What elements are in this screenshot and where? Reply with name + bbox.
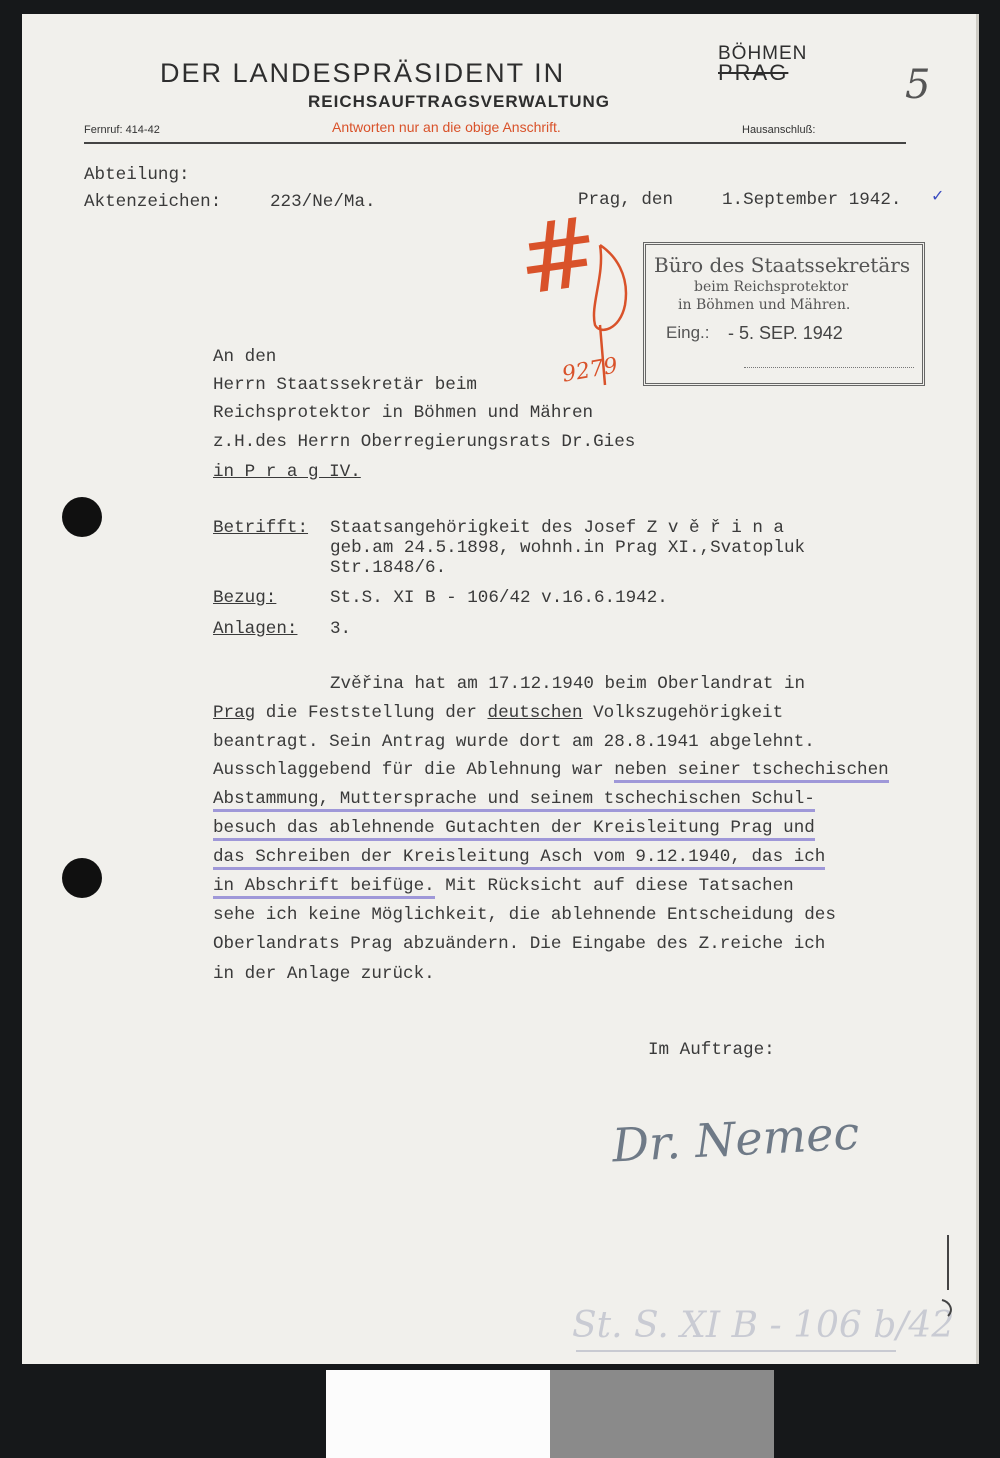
letterhead-notice: Antworten nur an die obige Anschrift. [332,119,561,135]
letterhead-subtitle: REICHSAUFTRAGSVERWALTUNG [308,92,610,111]
archive-reference: St. S. XI B - 106 b/42 [572,1305,955,1346]
subject-label: Betrifft: [213,518,309,538]
stamp-line-1: Büro des Staatssekretärs [654,253,911,277]
body-line-8: in Abschrift beifüge. Mit Rücksicht auf diese Tatsachen [213,876,794,896]
letterhead-region-struck: PRAG [718,60,789,85]
body-line-1: Zvěřina hat am 17.12.1940 beim Oberlandrat in [330,674,806,694]
page-number-handwritten: 5 [905,62,931,108]
body-line-3: beantragt. Sein Antrag wurde dort am 28.8.1941 abgelehnt. [213,732,815,752]
stamp-received-date: - 5. SEP. 1942 [728,323,843,343]
address-line-1: An den [213,347,277,367]
file-label: Aktenzeichen: [84,192,222,212]
letterhead-extension: Hausanschluß: [742,124,816,136]
body-line-9: sehe ich keine Möglichkeit, die ablehnende Entscheidung des [213,905,836,925]
enclosures-value: 3. [330,619,352,639]
body-line-4: Ausschlaggebend für die Ablehnung war neben seiner tschechischen [213,760,889,780]
body-highlight-1: neben seiner tschechischen [614,760,889,783]
enclosures-label: Anlagen: [213,619,298,639]
letterhead-region: BÖHMEN [718,43,808,64]
letterhead-phone: Fernruf: 414-42 [84,124,160,136]
subject-line-2: geb.am 24.5.1898, wohnh.in Prag XI.,Svatopluk [330,538,806,558]
body-line-2: Prag die Feststellung der deutschen Volkszugehörigkeit [213,703,784,723]
calibration-swatch-white [326,1370,550,1458]
punch-hole-bottom [62,858,102,898]
address-line-2: Herrn Staatssekretär beim [213,375,477,395]
letterhead-rule [84,142,906,144]
subject-line-1: Staatsangehörigkeit des Josef Z v ě ř i n a [330,518,784,538]
file-value: 223/Ne/Ma. [270,192,376,212]
closing-line: Im Auftrage: [648,1040,775,1060]
signature: Dr. Nemec [610,1105,861,1173]
margin-pencil-mark [936,1230,966,1320]
subject-line-3: Str.1848/6. [330,558,447,578]
check-mark: ✓ [931,188,945,205]
body-line-6: besuch das ablehnende Gutachten der Kreisleitung Prag und [213,818,815,841]
address-line-5: in P r a g IV. [213,462,361,482]
reference-value: St.S. XI B - 106/42 v.16.6.1942. [330,588,668,608]
body-word-deutschen: deutschen [487,703,583,723]
address-line-3: Reichsprotektor in Böhmen und Mähren [213,403,594,423]
reference-label: Bezug: [213,588,277,608]
letter-date: 1.September 1942. [722,190,902,210]
department-label: Abteilung: [84,165,190,185]
stamp-line-2: beim Reichsprotektor [694,279,849,295]
body-line-5: Abstammung, Muttersprache und seinem tschechischen Schul- [213,789,815,812]
stamp-dotted-line [744,367,914,368]
archive-reference-rule [576,1350,896,1352]
body-highlight-2: in Abschrift beifüge. [213,876,435,899]
body-word-prag: Prag [213,703,256,723]
address-line-4: z.H.des Herrn Oberregierungsrats Dr.Gies [213,432,636,452]
red-number: 9279 [560,353,620,388]
body-line-10: Oberlandrats Prag abzuändern. Die Eingabe des Z.reiche ich [213,934,826,954]
punch-hole-top [62,497,102,537]
letterhead-title: DER LANDESPRÄSIDENT IN [160,58,566,88]
body-line-7: das Schreiben der Kreisleitung Asch vom 9.12.1940, das ich [213,847,825,870]
stamp-line-3: in Böhmen und Mähren. [678,297,851,313]
calibration-swatch-gray [550,1370,774,1458]
stamp-received-label: Eing.: [666,323,710,342]
place-label: Prag, den [578,190,674,210]
received-stamp [643,242,925,386]
body-line-11: in der Anlage zurück. [213,964,435,984]
red-hash-mark: # [510,194,606,318]
